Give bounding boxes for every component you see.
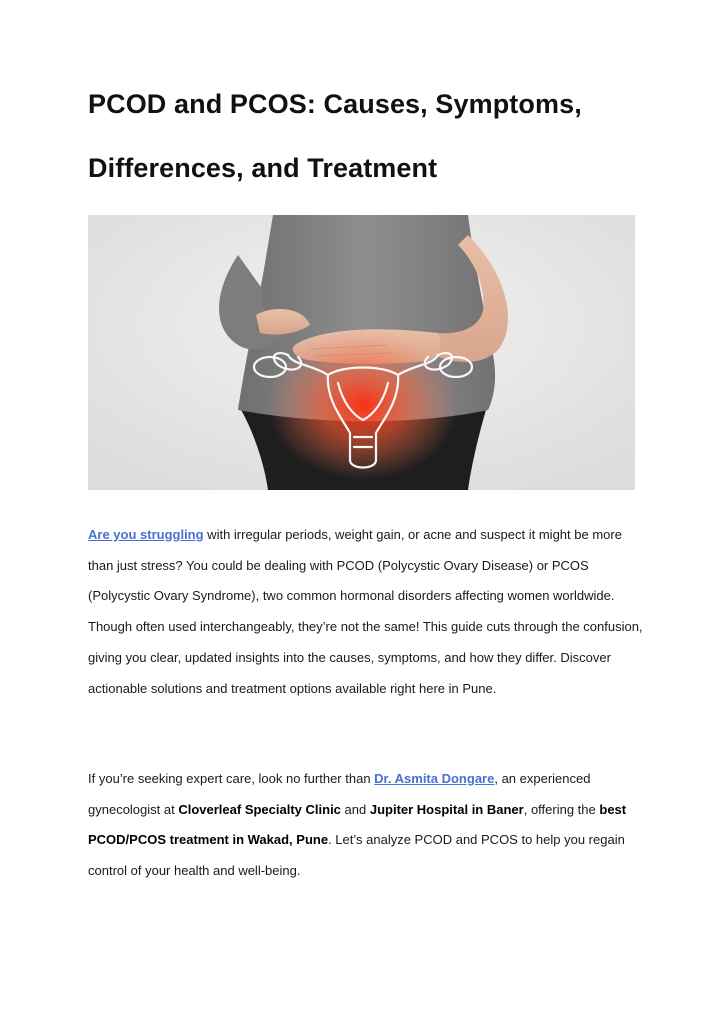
are-you-struggling-link[interactable]: Are you struggling [88,527,204,542]
treatment-highlight: best PCOD/PCOS treatment in Wakad, Pune [88,801,627,848]
intro-paragraph [88,520,648,704]
expert-text-4: , offering the [523,801,600,817]
intro-paragraph-text: with irregular periods, weight gain, or acne and suspect it might be more than just stress? You could be dealing with PCOD (Polycystic Ovary Disease) or PCOS (Polycystic Ovary Syndrome), two common hormonal disorders affecting women worldwide. Though often used interchangeably, they’re not the same! This guide cuts through the confusion, giving you clear, updated insights into the causes, symptoms, and how they differ. Discover actionable solutions and treatment options available right here in Pune. [88,527,643,696]
expert-text-1: If you’re seeking expert care, look no further than [88,771,375,786]
article-title-line-1: PCOD and PCOS: Causes, Symptoms, [88,89,582,119]
article-title-line-2: Differences, and Treatment [88,153,438,183]
hospital-name: Jupiter Hospital in Baner [369,801,524,817]
expert-care-paragraph [88,764,648,887]
hero-illustration [88,215,635,490]
dr-asmita-dongare-link[interactable]: Dr. Asmita Dongare [374,771,495,786]
expert-text-2: , an experienced gynecologist at [88,771,591,817]
expert-text-5: . Let’s analyze PCOD and PCOS to help you regain control of your health and well-being. [88,832,625,879]
clinic-name: Cloverleaf Specialty Clinic [178,801,341,817]
expert-text-3: and [340,801,370,817]
hero-image [88,215,635,490]
